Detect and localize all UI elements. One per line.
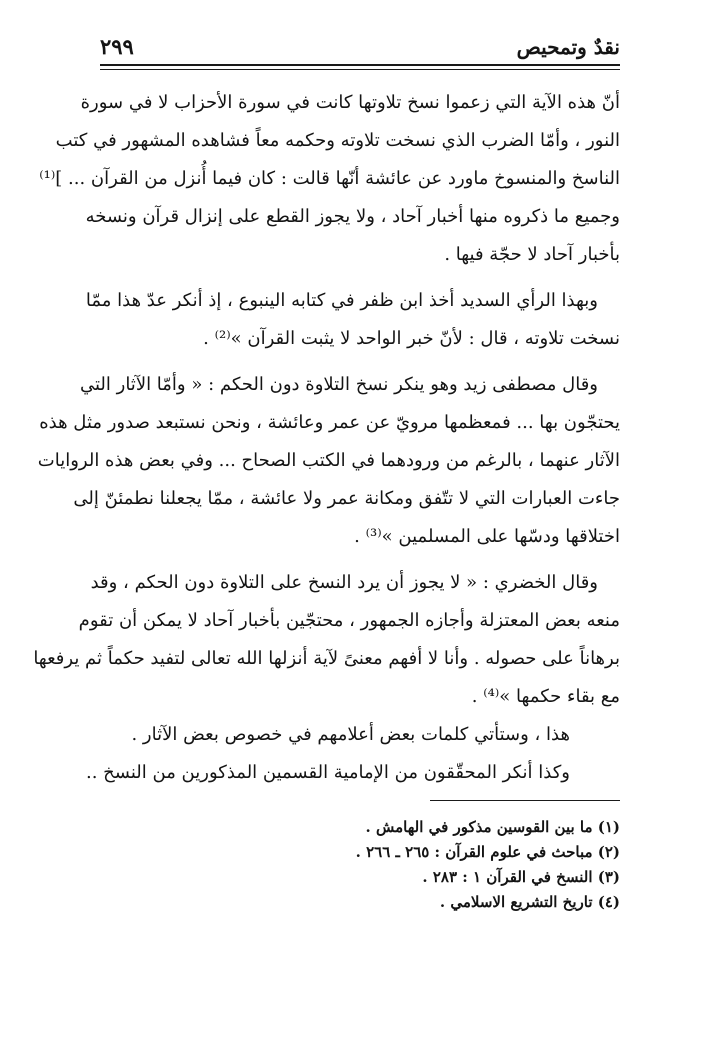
footnote: (٣) النسخ في القرآن ١ : ٢٨٣ .: [422, 868, 620, 886]
text-line: اختلاقها ودسّها على المسلمين »⁽³⁾ .: [354, 526, 620, 547]
text-line: النور ، وأمّا الضرب الذي نسخت تلاوته وحكمه معاً فشاهده المشهور في كتب: [55, 130, 620, 151]
footnote-rule: [430, 800, 620, 801]
text-line: هذا ، وستأتي كلمات بعض أعلامهم في خصوص بعض الآثار .: [131, 724, 570, 745]
text-line: نسخت تلاوته ، قال : لأنّ خبر الواحد لا يثبت القرآن »⁽²⁾ .: [203, 328, 620, 349]
footnote: (١) ما بين القوسين مذكور في الهامش .: [365, 818, 620, 836]
text-line: بأخبار آحاد لا حجّة فيها .: [444, 244, 620, 265]
text-line: وكذا أنكر المحقّقون من الإمامية القسمين المذكورين من النسخ ..: [86, 762, 570, 783]
footnote: (٤) تاريخ التشريع الاسلامي .: [439, 893, 620, 911]
page-header: [100, 34, 620, 60]
footnote: (٢) مباحث في علوم القرآن : ٢٦٥ ـ ٢٦٦ .: [355, 843, 620, 861]
text-line: جاءت العبارات التي لا تتّفق ومكانة عمر ولا عائشة ، ممّا يجعلنا نطمئنّ إلى: [73, 488, 620, 509]
text-line: برهاناً على حصوله . وأنا لا أفهم معنىً لآية أنزلها الله تعالى لتفيد حكماً ثم يرفعها: [33, 648, 620, 669]
text-line: أنّ هذه الآية التي زعموا نسخ تلاوتها كانت في سورة الأحزاب لا في سورة: [80, 92, 620, 113]
page-number: ٢٩٩: [100, 34, 134, 59]
text-line: وقال مصطفى زيد وهو ينكر نسخ التلاوة دون الحكم : « وأمّا الآثار التي: [79, 374, 598, 395]
header-rule: [100, 64, 620, 66]
text-line: مع بقاء حكمها »⁽⁴⁾ .: [471, 686, 620, 707]
text-line: وقال الخضري : « لا يجوز أن يرد النسخ على التلاوة دون الحكم ، وقد: [90, 572, 598, 593]
footnotes: [92, 815, 620, 915]
text-line: وجميع ما ذكروه منها أخبار آحاد ، ولا يجوز القطع على إنزال قرآن ونسخه: [85, 206, 620, 227]
text-line: يحتجّون بها ... فمعظمها مرويّ عن عمر وعائشة ، ونحن نستبعد صدور مثل هذه: [39, 412, 620, 433]
text-line: وبهذا الرأي السديد أخذ ابن ظفر في كتابه الينبوع ، إذ أنكر عدّ هذا ممّا: [85, 290, 598, 311]
header-rule-thin: [100, 69, 620, 70]
running-title: نقدٌ وتمحيص: [516, 35, 620, 59]
text-line: الآثار عنهما ، بالرغم من ورودهما في الكتب الصحاح ... وفي بعض هذه الروايات: [37, 450, 620, 471]
text-line: الناسخ والمنسوخ ماورد عن عائشة أنّها قالت : كان فيما أُنزل من القرآن ... ]⁽¹⁾: [39, 168, 620, 189]
main-text: [33, 84, 620, 792]
text-line: منعه بعض المعتزلة وأجازه الجمهور ، محتجّين بأخبار آحاد لا يمكن أن تقوم: [78, 610, 620, 631]
